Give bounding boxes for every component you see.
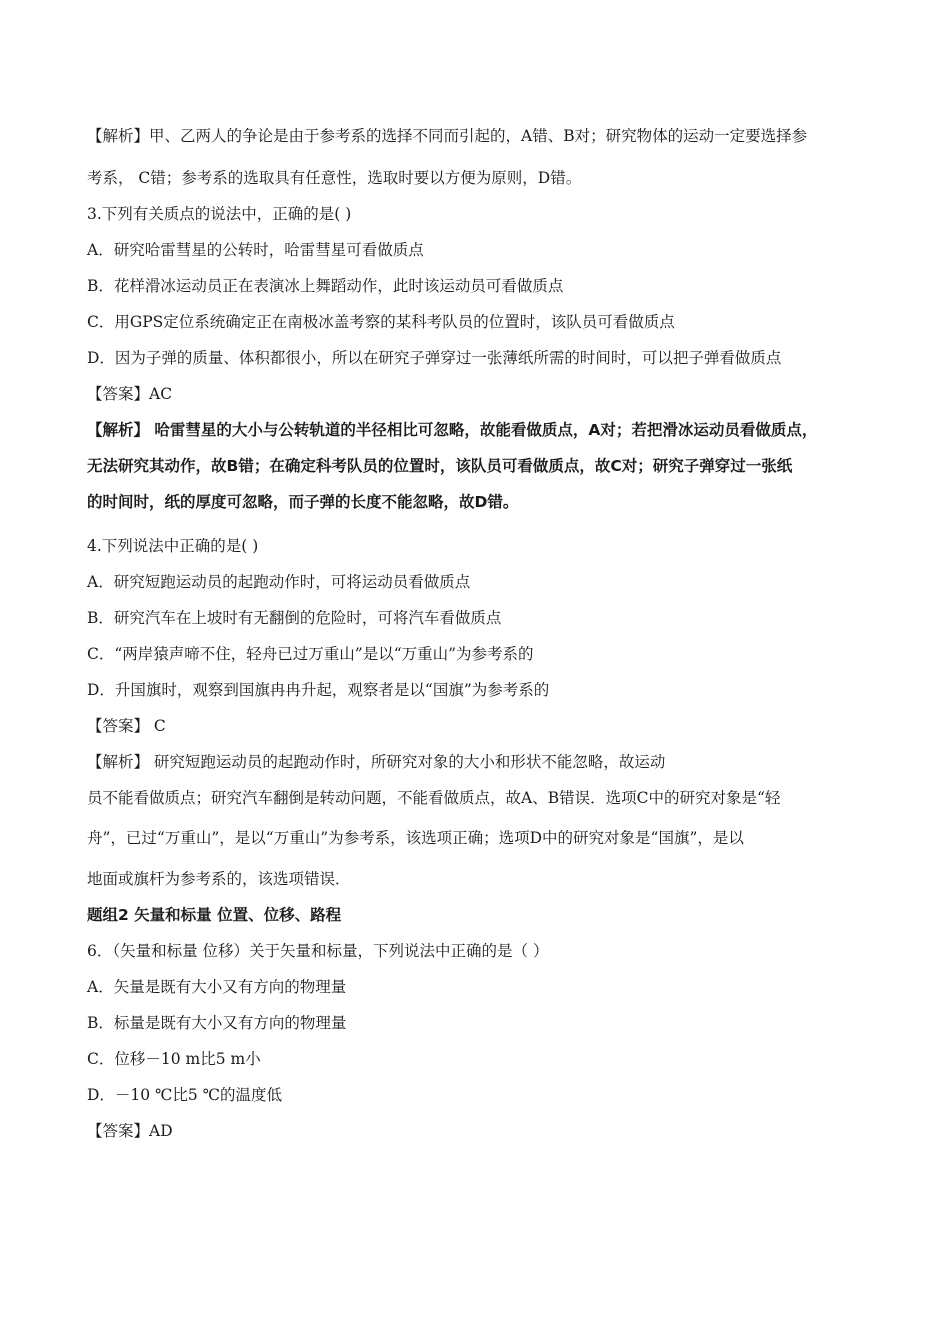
question-6-option-a: A．矢量是既有大小又有方向的物理量	[87, 978, 347, 996]
question-3-option-c: C．用GPS定位系统确定正在南极冰盖考察的某科考队员的位置时，该队员可看做质点	[87, 313, 675, 331]
question-4-option-d: D．升国旗时，观察到国旗冉冉升起，观察者是以“国旗”为参考系的	[87, 681, 550, 699]
question-3-option-b: B．花样滑冰运动员正在表演冰上舞蹈动作，此时该运动员可看做质点	[87, 277, 564, 295]
question-4-option-b: B．研究汽车在上坡时有无翻倒的危险时，可将汽车看做质点	[87, 609, 502, 627]
question-6-answer: 【答案】AD	[87, 1122, 173, 1140]
question-4-option-a: A．研究短跑运动员的起跑动作时，可将运动员看做质点	[87, 573, 471, 591]
question-6-option-b: B．标量是既有大小又有方向的物理量	[87, 1014, 347, 1032]
question-6-option-d: D．－10 ℃比5 ℃的温度低	[87, 1086, 283, 1104]
question-3-answer: 【答案】AC	[87, 385, 173, 403]
question-4-analysis-line-1: 【解析】 研究短跑运动员的起跑动作时，所研究对象的大小和形状不能忽略，故运动	[87, 753, 666, 771]
question-3-option-d: D．因为子弹的质量、体积都很小，所以在研究子弹穿过一张薄纸所需的时间时，可以把子弹看做质点	[87, 349, 782, 367]
section-heading-group-2: 题组2 矢量和标量 位置、位移、路程	[87, 906, 342, 924]
question-4-option-c: C．“两岸猿声啼不住，轻舟已过万重山”是以“万重山”为参考系的	[87, 645, 534, 663]
question-6-stem: 6．（矢量和标量 位移）关于矢量和标量，下列说法中正确的是（ ）	[87, 942, 549, 960]
question-6-option-c: C．位移－10 m比5 m小	[87, 1050, 261, 1068]
question-4-analysis-line-3: 舟”，已过“万重山”，是以“万重山”为参考系，该选项正确；选项D中的研究对象是“国旗”，是以	[87, 829, 744, 847]
question-3-analysis-line-2: 无法研究其动作，故B错；在确定科考队员的位置时，该队员可看做质点，故C对；研究子弹穿过一张纸	[87, 457, 793, 475]
question-3-analysis-line-1: 【解析】 哈雷彗星的大小与公转轨道的半径相比可忽略，故能看做质点，A对；若把滑冰运动员看做质点，	[87, 421, 818, 439]
analysis-paragraph-q2-line-2: 考系， C错；参考系的选取具有任意性，选取时要以方便为原则，D错。	[87, 169, 582, 187]
question-3-stem: 3.下列有关质点的说法中，正确的是( )	[87, 205, 352, 223]
question-3-analysis-line-3: 的时间时，纸的厚度可忽略，而子弹的长度不能忽略，故D错。	[87, 493, 519, 511]
question-3-option-a: A．研究哈雷彗星的公转时，哈雷彗星可看做质点	[87, 241, 424, 259]
question-4-analysis-line-2: 员不能看做质点；研究汽车翻倒是转动问题，不能看做质点，故A、B错误．选项C中的研究对象是“轻	[87, 789, 781, 807]
analysis-paragraph-q2-line-1: 【解析】甲、乙两人的争论是由于参考系的选择不同而引起的，A错、B对；研究物体的运动一定要选择参	[87, 127, 808, 145]
question-4-stem: 4.下列说法中正确的是( )	[87, 537, 259, 555]
question-4-analysis-line-4: 地面或旗杆为参考系的，该选项错误．	[87, 870, 351, 888]
question-4-answer: 【答案】 C	[87, 717, 166, 735]
